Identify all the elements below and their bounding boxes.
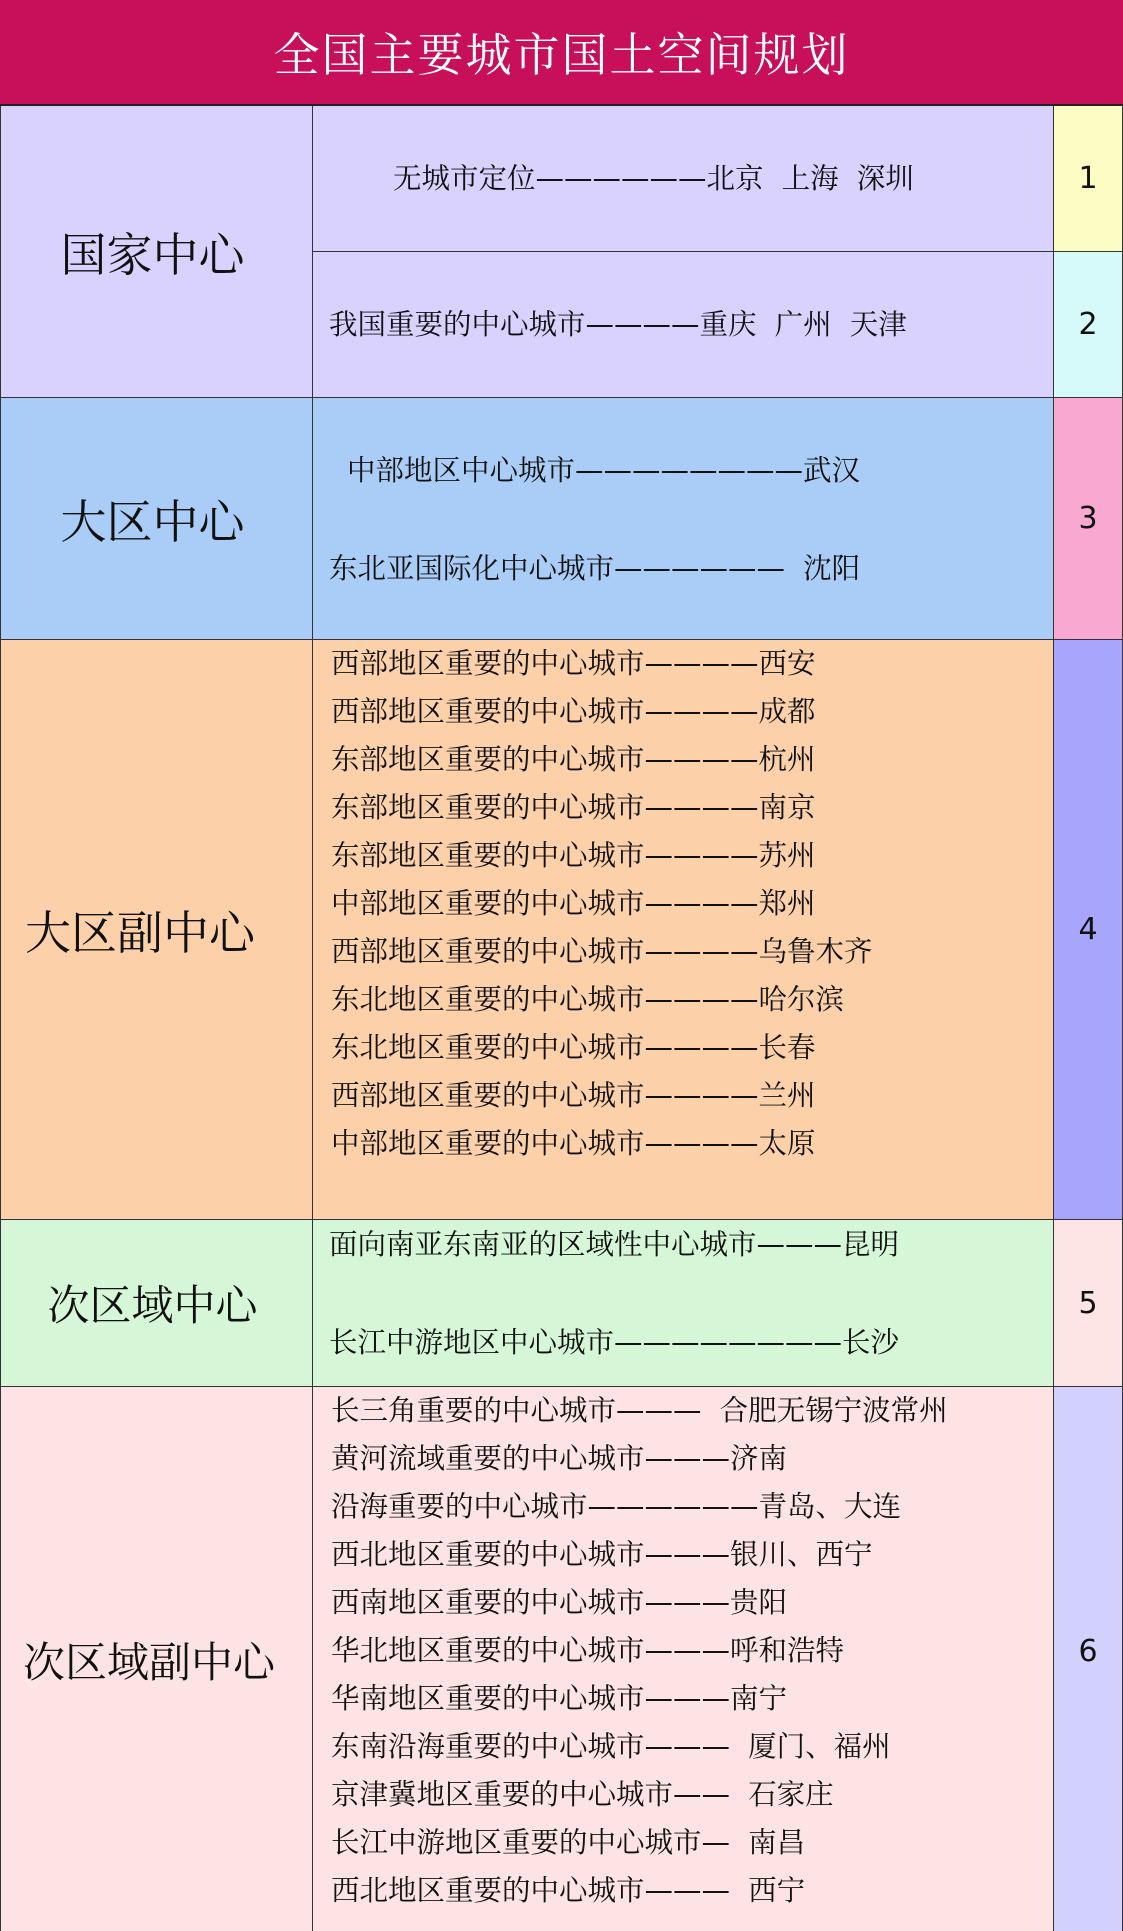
subregional-lines: [313, 1220, 1054, 1387]
regional-line: 中部地区中心城市————————武汉: [347, 454, 861, 487]
regional-sub-line: 东部地区重要的中心城市————南京: [331, 791, 816, 824]
subregional-sub-line: 黄河流域重要的中心城市———济南: [331, 1442, 788, 1475]
subregional-line: 长江中游地区中心城市————————长沙: [329, 1326, 900, 1359]
subregional-sub-line: 长三角重要的中心城市——— 合肥无锡宁波常州: [331, 1394, 948, 1427]
page-title: 全国主要城市国土空间规划: [0, 0, 1123, 106]
regional-sub-line: 东部地区重要的中心城市————苏州: [331, 839, 816, 872]
subregional-sub-line: 西南地区重要的中心城市———贵阳: [331, 1586, 788, 1619]
row-number-6: 6: [1054, 1387, 1123, 1931]
regional-sub-line: 西部地区重要的中心城市————乌鲁木齐: [331, 935, 873, 968]
subregional-sub-line: 华南地区重要的中心城市———南宁: [331, 1682, 788, 1715]
subregional-sub-line: 长江中游地区重要的中心城市— 南昌: [331, 1826, 806, 1859]
subregional-sub-line: 西北地区重要的中心城市———银川、西宁: [331, 1538, 873, 1571]
regional-sub-line: 西部地区重要的中心城市————兰州: [331, 1079, 816, 1112]
category-subregional-sub: 次区域副中心: [0, 1387, 313, 1931]
subregional-sub-line: 沿海重要的中心城市——————青岛、大连: [331, 1490, 902, 1523]
regional-sub-line: 东北地区重要的中心城市————哈尔滨: [331, 983, 845, 1016]
subregional-sub-line: 东南沿海重要的中心城市——— 厦门、福州: [331, 1730, 891, 1763]
row-number-1: 1: [1054, 106, 1123, 252]
subregional-sub-line: 华北地区重要的中心城市———呼和浩特: [331, 1634, 845, 1667]
regional-sub-line: 西部地区重要的中心城市————成都: [331, 695, 816, 728]
category-subregional: 次区域中心: [0, 1220, 313, 1387]
category-regional: 大区中心: [0, 398, 313, 640]
subregional-sub-lines: [313, 1387, 1054, 1931]
row-number-3: 3: [1054, 398, 1123, 640]
category-national: 国家中心: [0, 106, 313, 398]
national-row-1: [313, 106, 1054, 252]
row-number-4: 4: [1054, 640, 1123, 1220]
subregional-sub-line: 京津冀地区重要的中心城市—— 石家庄: [331, 1778, 834, 1811]
row-number-2: 2: [1054, 252, 1123, 398]
regional-sub-line: 中部地区重要的中心城市————太原: [331, 1127, 816, 1160]
regional-sub-line: 西部地区重要的中心城市————西安: [331, 647, 816, 680]
regional-lines: [313, 398, 1054, 640]
national-row-2-text: 我国重要的中心城市————重庆 广州 天津: [329, 308, 907, 341]
regional-line: 东北亚国际化中心城市—————— 沈阳: [329, 552, 861, 585]
national-row-1-text: 无城市定位——————北京 上海 深圳: [393, 162, 914, 195]
row-number-5: 5: [1054, 1220, 1123, 1387]
category-regional-sub: 大区副中心: [0, 640, 313, 1220]
regional-sub-lines: [313, 640, 1054, 1220]
national-row-2: [313, 252, 1054, 398]
subregional-sub-line: 西北地区重要的中心城市——— 西宁: [331, 1874, 806, 1907]
regional-sub-line: 中部地区重要的中心城市————郑州: [331, 887, 816, 920]
regional-sub-line: 东部地区重要的中心城市————杭州: [331, 743, 816, 776]
subregional-line: 面向南亚东南亚的区域性中心城市———昆明: [329, 1228, 900, 1261]
regional-sub-line: 东北地区重要的中心城市————长春: [331, 1031, 816, 1064]
